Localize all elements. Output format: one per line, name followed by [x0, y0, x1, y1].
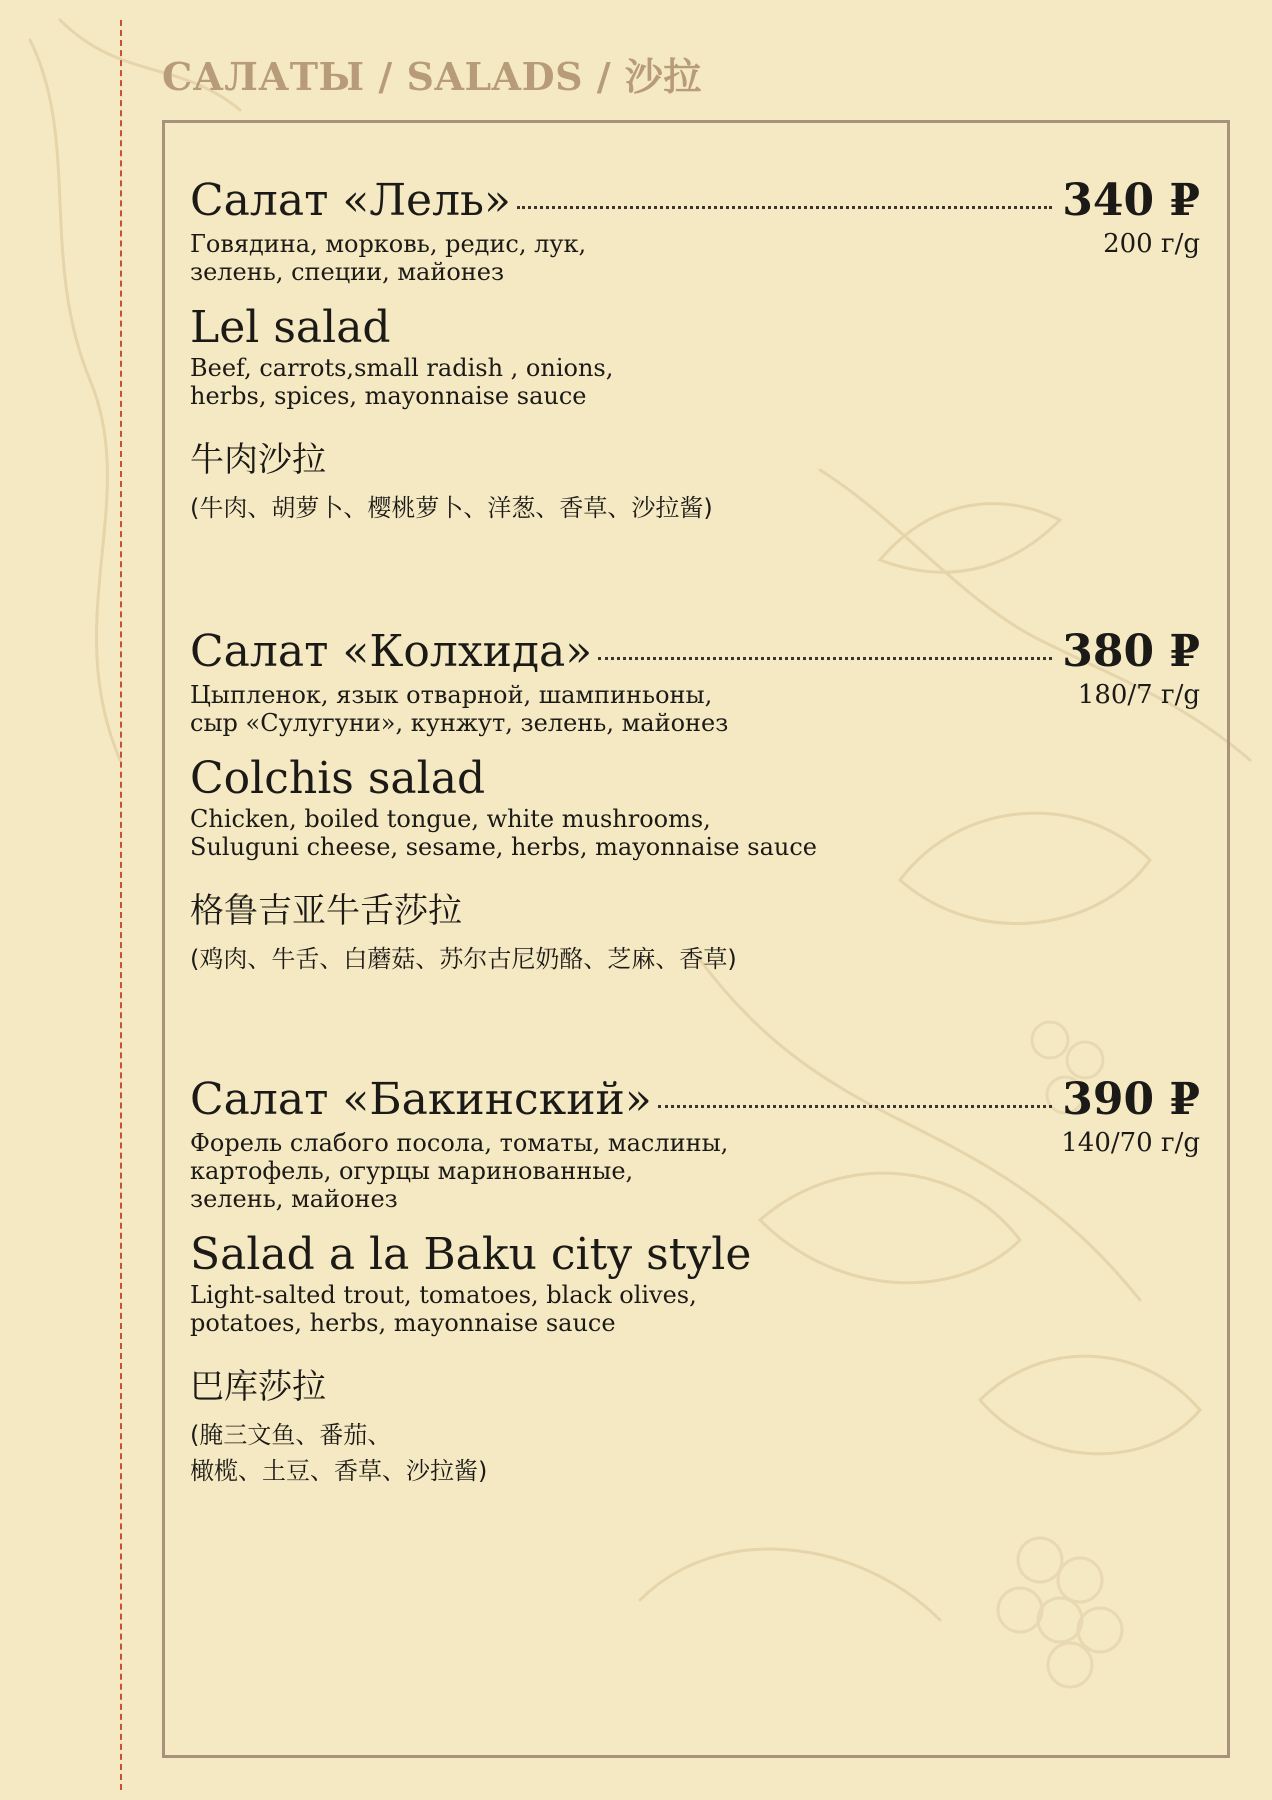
description-line: 橄榄、土豆、香草、沙拉酱)	[190, 1457, 488, 1485]
dish-description-en	[190, 805, 1200, 861]
dish-name-en: Colchis salad	[190, 753, 486, 804]
dotted-leader	[598, 657, 1052, 660]
dish-name-ru: Салат «Бакинский»	[190, 1074, 652, 1125]
description-line: (牛肉、胡萝卜、樱桃萝卜、洋葱、香草、沙拉酱)	[190, 494, 713, 522]
dish-name-zh: 牛肉沙拉	[190, 440, 326, 480]
dish-description-ru	[190, 1129, 728, 1213]
dish-weight: 200 г/g	[1103, 229, 1200, 259]
description-line: зелень, майонез	[190, 1185, 398, 1213]
dish-name-en: Lel salad	[190, 302, 391, 353]
dish-price: 380 ₽	[1062, 626, 1200, 677]
dish-description-ru	[190, 230, 586, 286]
description-line: potatoes, herbs, mayonnaise sauce	[190, 1309, 616, 1337]
dish-detail-row	[190, 681, 1200, 737]
description-line: Говядина, морковь, редис, лук,	[190, 230, 587, 258]
description-line: картофель, огурцы маринованные,	[190, 1157, 634, 1185]
dish-description-en	[190, 1281, 1200, 1337]
dish-card	[190, 172, 1200, 526]
dish-price: 390 ₽	[1062, 1074, 1200, 1125]
dish-name-en: Salad a la Baku city style	[190, 1229, 752, 1280]
description-line: (鸡肉、牛舌、白蘑菇、苏尔古尼奶酪、芝麻、香草)	[190, 945, 737, 973]
description-line: Chicken, boiled tongue, white mushrooms,	[190, 805, 711, 833]
description-line: зелень, специи, майонез	[190, 258, 505, 286]
dish-name-ru: Салат «Колхида»	[190, 626, 593, 677]
description-line: Suluguni cheese, sesame, herbs, mayonnaise sauce	[190, 833, 817, 861]
description-line: (腌三文鱼、番茄、	[190, 1421, 392, 1449]
dish-card	[190, 1071, 1200, 1489]
dish-description-zh	[190, 941, 1200, 977]
description-line: Цыпленок, язык отварной, шампиньоны,	[190, 681, 713, 709]
description-line: Beef, carrots,small radish , onions,	[190, 354, 614, 382]
dish-name-zh: 巴库莎拉	[190, 1367, 326, 1407]
dish-title-row	[190, 172, 1200, 230]
dish-weight: 180/7 г/g	[1077, 680, 1200, 710]
dish-description-en	[190, 354, 1200, 410]
margin-dashed-line	[120, 20, 122, 1790]
description-line: herbs, spices, mayonnaise sauce	[190, 382, 587, 410]
dish-name-ru: Салат «Лель»	[190, 175, 511, 226]
dish-title-row	[190, 1071, 1200, 1129]
dish-title-row	[190, 623, 1200, 681]
dish-detail-row	[190, 230, 1200, 286]
description-line: сыр «Сулугуни», кунжут, зелень, майонез	[190, 709, 729, 737]
dotted-leader	[658, 1105, 1052, 1108]
dish-card	[190, 623, 1200, 977]
dish-description-zh	[190, 1417, 1200, 1489]
description-line: Light-salted trout, tomatoes, black olives,	[190, 1281, 697, 1309]
dish-description-zh	[190, 490, 1200, 526]
description-line: Форель слабого посола, томаты, маслины,	[190, 1129, 729, 1157]
dish-weight: 140/70 г/g	[1061, 1128, 1200, 1158]
dish-price: 340 ₽	[1062, 175, 1200, 226]
dish-description-ru	[190, 681, 728, 737]
dotted-leader	[517, 206, 1052, 209]
section-title: САЛАТЫ / SALADS / 沙拉	[162, 54, 702, 99]
dish-detail-row	[190, 1129, 1200, 1213]
dish-name-zh: 格鲁吉亚牛舌莎拉	[190, 891, 462, 931]
